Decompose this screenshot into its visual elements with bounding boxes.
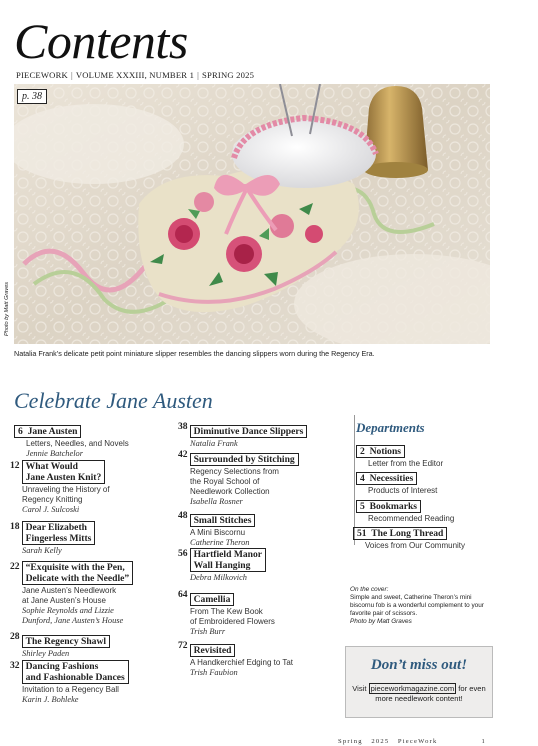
toc-entry[interactable]: 18 Dear Elizabeth Fingerless Mitts Sarah Kelly [10,521,185,556]
dept-entry[interactable]: 51 The Long Thread Voices from Our Community [353,523,493,551]
masthead-issue: SPRING 2025 [202,70,255,80]
masthead-publication: PIECEWORK [16,70,68,80]
dept-entry[interactable]: 2 Notions Letter from the Editor [356,441,496,469]
masthead: PIECEWORK | VOLUME XXXIII, NUMBER 1 | SPRING 2025 [16,70,255,80]
toc-title-box[interactable]: Camellia [190,593,235,606]
promo-heading: Don’t miss out! [370,657,468,673]
toc-entry[interactable]: 64 Camellia From The Kew Book of Embroidered Flowers Trish Burr [178,589,275,636]
departments-heading: Departments [356,420,425,435]
toc-title-box[interactable]: Revisited [190,644,236,657]
toc-entry[interactable]: 56 Hartfield Manor Wall Hanging Debra Milkovich [178,548,353,583]
toc-title-box[interactable]: Small Stitches [190,514,256,527]
toc-title-box[interactable]: The Regency Shawl [22,635,110,648]
photo-page-tag: p. 38 [17,89,47,104]
toc-title-box[interactable]: Surrounded by Stitching [190,453,299,466]
masthead-volume: VOLUME XXXIII, NUMBER 1 [75,70,195,80]
toc-title-box[interactable]: “Exquisite with the Pen, Delicate with the Needle” [22,561,134,585]
toc-entry[interactable]: 38 Diminutive Dance Slippers Natalia Frank [178,421,353,449]
promo-text: Visit pieceworkmagazine.com for even more needlework content! [352,684,486,703]
page-number: 1 [481,738,486,745]
dept-title-box[interactable]: 2 Notions [356,445,405,458]
pincushion-slipper-photo [14,84,490,344]
promo-url-link[interactable]: pieceworkmagazine.com [370,684,455,693]
page-title: Contents [14,13,188,69]
photo-caption: Natalia Frank’s delicate petit point miniature slipper resembles the dancing slippers worn during the Regency Era. [14,349,375,358]
toc-entry[interactable]: 48 Small Stitches A Mini Biscornu Catherine Theron [178,510,353,548]
toc-entry[interactable]: 6 Jane Austen Letters, Needles, and Novels Jennie Batchelor [14,421,189,459]
toc-title-box[interactable]: Dancing Fashions and Fashionable Dances [22,660,129,684]
toc-entry[interactable]: 28 The Regency Shawl Shirley Paden [10,631,185,659]
toc-title-box[interactable]: 6 Jane Austen [14,425,81,438]
dept-entry[interactable]: 4 Necessities Products of Interest [356,468,496,496]
cover-photo [14,84,490,344]
dept-title-box[interactable]: 51 The Long Thread [353,527,447,540]
toc-title-box[interactable]: Diminutive Dance Slippers [190,425,308,438]
cover-note: On the cover: Simple and sweet, Catherine Theron’s mini biscornu fob is a wonderful complement to your favorite pair of scissors. Photo by Matt Graves [350,586,484,625]
photo-credit: Photo by Matt Graves [4,281,10,336]
dept-title-box[interactable]: 5 Bookmarks [356,500,421,513]
toc-entry[interactable]: 32 Dancing Fashions and Fashionable Dances Invitation to a Regency Ball Karin J. Bohleke [10,660,185,705]
toc-entry[interactable]: 72 Revisited A Handkerchief Edging to Tat Trish Faubion [178,640,294,677]
toc-title-box[interactable]: What Would Jane Austen Knit? [22,460,106,484]
toc-title-box[interactable]: Dear Elizabeth Fingerless Mitts [22,521,96,545]
toc-entry[interactable]: 22 “Exquisite with the Pen, Delicate with the Needle” Jane Austen’s Needlework at Jane Austen’s House Sophie Reynolds and Lizzie Dunford, Jane Austen’s House [10,561,185,626]
toc-entry[interactable]: 42 Surrounded by Stitching Regency Selections from the Royal School of Needlework Collection Isabella Rosner [178,449,353,507]
section-title: Celebrate Jane Austen [14,388,213,413]
toc-title-box[interactable]: Hartfield Manor Wall Hanging [190,548,266,572]
toc-entry[interactable]: 12 What Would Jane Austen Knit? Unraveling the History of Regency Knitting Carol J. Sulcoski [10,460,110,514]
page-footer: Spring 2025 PieceWork 1 [338,738,486,745]
promo-box [345,646,493,718]
dept-title-box[interactable]: 4 Necessities [356,472,417,485]
dept-entry[interactable]: 5 Bookmarks Recommended Reading [356,496,496,524]
